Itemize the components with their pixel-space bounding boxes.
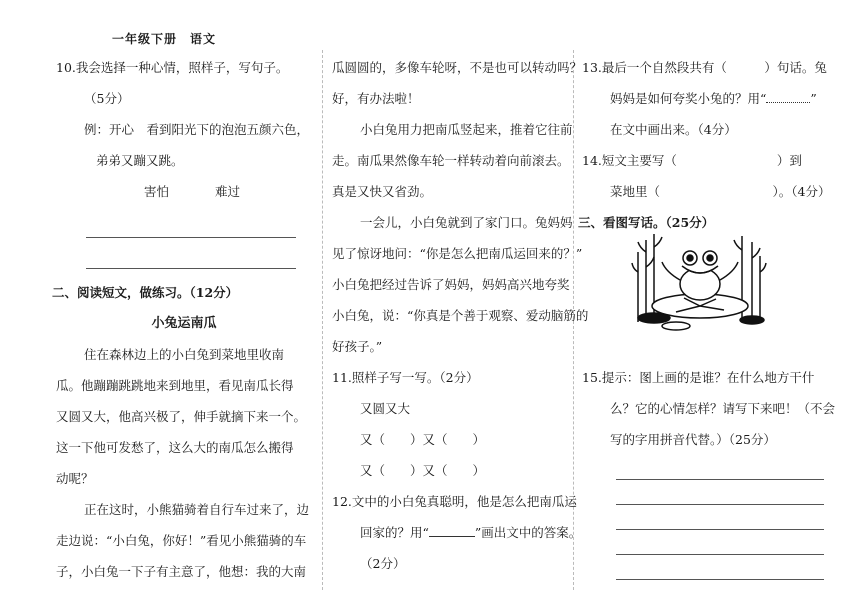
question-14: 14.短文主要写（ ）到 bbox=[582, 153, 802, 168]
column-1 bbox=[52, 52, 312, 587]
story-line: 动呢？ bbox=[56, 471, 94, 486]
story-line: 又圆又大，他高兴极了，伸手就摘下来一个。 bbox=[56, 409, 307, 424]
frog-illustration bbox=[624, 222, 774, 332]
question-11-row[interactable]: 又（ ）又（ ） bbox=[360, 463, 486, 478]
story-line: 子，小白兔一下子有主意了，他想：我的大南 bbox=[56, 564, 307, 579]
story-line: 好孩子。” bbox=[332, 339, 383, 354]
emotion-options bbox=[56, 176, 312, 207]
story-line: 一会儿，小白兔就到了家门口。兔妈妈 bbox=[360, 215, 573, 230]
wavy-underline-mark bbox=[766, 89, 810, 103]
section-2-heading: 二、阅读短文，做练习。（12分） bbox=[52, 285, 239, 300]
question-13-text-a: 妈妈是如何夸奖小兔的？用“ bbox=[610, 91, 767, 106]
question-15-line-3: 写的字用拼音代替。）（25分） bbox=[610, 432, 776, 447]
answer-line[interactable] bbox=[616, 455, 824, 480]
column-divider bbox=[322, 50, 323, 590]
answer-line[interactable] bbox=[86, 207, 296, 238]
story-line: 瓜。他蹦蹦跳跳地来到地里，看见南瓜长得 bbox=[56, 378, 294, 393]
story-line: 真是又快又省劲。 bbox=[332, 184, 433, 199]
question-10-score: （5分） bbox=[84, 91, 130, 106]
question-13: 13.最后一个自然段共有（ ）句话。兔 bbox=[582, 60, 827, 75]
story-line: 小白兔，说：“你真是个善于观察、爱动脑筋的 bbox=[332, 308, 589, 323]
story-line: 小白兔把经过告诉了妈妈，妈妈高兴地夸奖 bbox=[332, 277, 570, 292]
story-line: 正在这时，小熊猫骑着自行车过来了，边 bbox=[84, 502, 310, 517]
answer-line[interactable] bbox=[616, 555, 824, 580]
story-line: 走。南瓜果然像车轮一样转动着向前滚去。 bbox=[332, 153, 570, 168]
story-line: 走边说：“小白兔，你好！”看见小熊猫骑的车 bbox=[56, 533, 307, 548]
underline-mark bbox=[429, 523, 475, 537]
answer-line[interactable] bbox=[86, 238, 296, 269]
question-15: 15.提示：图上画的是谁？在什么地方干什 bbox=[582, 370, 815, 385]
column-2 bbox=[332, 52, 589, 579]
question-15-line-2: 么？它的心情怎样？请写下来吧！（不会 bbox=[610, 401, 836, 416]
question-11-example: 又圆又大 bbox=[360, 401, 411, 416]
question-11: 11.照样子写一写。（2分） bbox=[332, 370, 479, 385]
question-10: 10.我会选择一种心情，照样子，写句子。 bbox=[56, 60, 289, 75]
question-12: 12.文中的小白兔真聪明，他是怎么把南瓜运 bbox=[332, 494, 577, 509]
question-14-line-2: 菜地里（ ）。（4分） bbox=[610, 184, 831, 199]
answer-line[interactable] bbox=[616, 530, 824, 555]
story-line: 这一下他可发愁了，这么大的南瓜怎么搬得 bbox=[56, 440, 294, 455]
story-line: 小白兔用力把南瓜竖起来，推着它往前 bbox=[360, 122, 573, 137]
answer-line[interactable] bbox=[616, 505, 824, 530]
question-13-line-3: 在文中画出来。（4分） bbox=[610, 122, 737, 137]
emotion-scared: 害怕 bbox=[144, 184, 170, 199]
question-13-line-2 bbox=[582, 83, 830, 114]
example-line-1: 例：开心 看到阳光下的泡泡五颜六色， bbox=[84, 122, 310, 137]
story-title: 小兔运南瓜 bbox=[151, 316, 217, 331]
example-line-2: 弟弟又蹦又跳。 bbox=[96, 153, 184, 168]
question-11-row[interactable]: 又（ ）又（ ） bbox=[360, 432, 486, 447]
story-line: 瓜圆圆的，多像车轮呀，不是也可以转动吗？ bbox=[332, 60, 583, 75]
question-12-text-b: ”画出文中的答案。 bbox=[474, 525, 582, 540]
story-line: 住在森林边上的小白兔到菜地里收南 bbox=[84, 347, 285, 362]
question-12-score: （2分） bbox=[360, 556, 406, 571]
section-3-heading: 三、看图写话。（25分） bbox=[578, 215, 715, 230]
question-12-line-2 bbox=[332, 517, 582, 548]
question-12-text-a: 回家的？用“ bbox=[360, 525, 429, 540]
page-header: 一年级下册 语文 bbox=[112, 32, 217, 46]
story-line: 见了惊讶地问：“你是怎么把南瓜运回来的？” bbox=[332, 246, 583, 261]
emotion-sad: 难过 bbox=[215, 184, 241, 199]
story-line: 好，有办法啦！ bbox=[332, 91, 420, 106]
question-13-text-b: ” bbox=[810, 91, 817, 106]
answer-line[interactable] bbox=[616, 480, 824, 505]
